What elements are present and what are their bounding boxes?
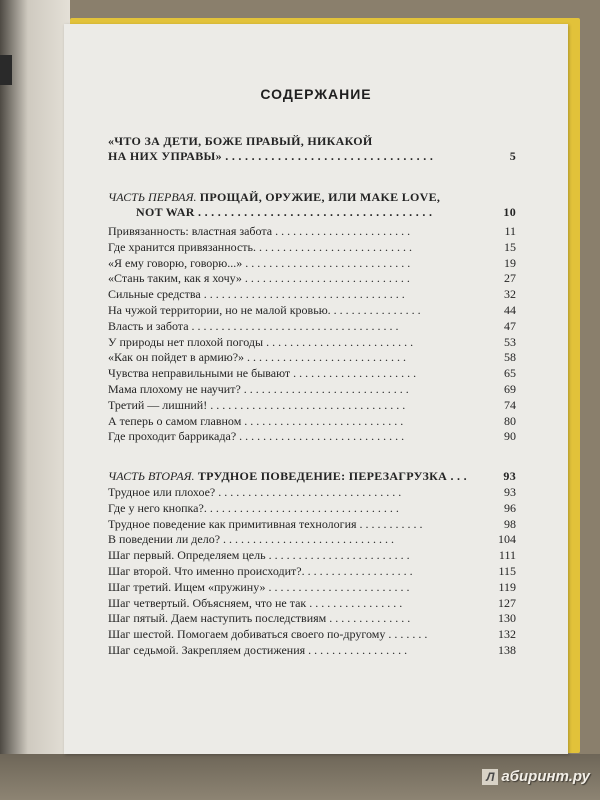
- toc-entry: [108, 627, 516, 642]
- toc-entry-title: Где хранится привязанность. . . . . . . . . . . . . . . . . . . . . . . . . . .: [108, 239, 412, 254]
- toc-entry: [108, 350, 516, 365]
- toc-entry-title: Шаг третий. Ищем «пружину» . . . . . . . . . . . . . . . . . . . . . . . .: [108, 579, 410, 594]
- toc-entry-title: У природы нет плохой погоды . . . . . . . . . . . . . . . . . . . . . . . . .: [108, 334, 414, 349]
- toc-entry-title: «Как он пойдет в армию?» . . . . . . . . . . . . . . . . . . . . . . . . . . .: [108, 350, 407, 365]
- toc-entry-title: Шаг седьмой. Закрепляем достижения . . . . . . . . . . . . . . . . .: [108, 643, 408, 657]
- toc-page-number: 10: [503, 205, 516, 219]
- toc-entry-title: Привязанность: властная забота . . . . . . . . . . . . . . . . . . . . . . .: [108, 224, 411, 238]
- toc-page-number: 111: [498, 548, 516, 563]
- toc-page-number: 80: [504, 413, 516, 428]
- toc-page-number: 15: [504, 239, 516, 254]
- toc-page-number: 127: [498, 595, 516, 610]
- book-page: [64, 24, 568, 754]
- part-label: ЧАСТЬ ВТОРАЯ.: [108, 469, 195, 483]
- toc-entry: [108, 382, 516, 397]
- toc-entry: [108, 532, 516, 547]
- toc-entry-title: Шаг второй. Что именно происходит?. . . . . . . . . . . . . . . . . . .: [108, 564, 413, 578]
- toc-entry-title: Мама плохому не научит? . . . . . . . . . . . . . . . . . . . . . . . . . . . .: [108, 382, 409, 396]
- toc-page-number: 27: [504, 271, 516, 286]
- toc-entry-title: «Стань таким, как я хочу» . . . . . . . . . . . . . . . . . . . . . . . . . . . .: [108, 271, 410, 286]
- toc-page-number: 132: [498, 627, 516, 642]
- toc-entry-title: Где у него кнопка?. . . . . . . . . . . . . . . . . . . . . . . . . . . . . . . . .: [108, 500, 399, 515]
- part-label: ЧАСТЬ ПЕРВАЯ.: [108, 190, 197, 204]
- toc-entry-title: Власть и забота . . . . . . . . . . . . . . . . . . . . . . . . . . . . . . . . . . .: [108, 318, 399, 333]
- toc-page-number: 47: [504, 318, 516, 333]
- toc-part1-heading: ЧАСТЬ ПЕРВАЯ. ПРОЩАЙ, ОРУЖИЕ, ИЛИ MAKE LOVE,: [108, 190, 441, 204]
- toc-entry: [108, 564, 516, 579]
- toc-entry-title: Сильные средства . . . . . . . . . . . . . . . . . . . . . . . . . . . . . . . . . .: [108, 287, 405, 302]
- toc-entry: [108, 580, 516, 595]
- toc-page-number: 130: [498, 611, 516, 626]
- toc-page-number: 11: [504, 224, 516, 238]
- toc-entry: [108, 485, 516, 500]
- toc-page-number: 96: [504, 500, 516, 515]
- toc-entry: [108, 596, 516, 611]
- toc-page-number: 98: [504, 516, 516, 531]
- toc-page-number: 138: [498, 643, 516, 657]
- toc-page-number: 104: [498, 532, 516, 547]
- toc-entry: [108, 271, 516, 286]
- toc-entry: [108, 287, 516, 302]
- toc-title: СОДЕРЖАНИЕ: [260, 86, 372, 102]
- toc-page-number: 93: [504, 485, 516, 499]
- toc-entry: [108, 414, 516, 429]
- toc-entry-title: Шаг шестой. Помогаем добиваться своего по-другому . . . . . . .: [108, 627, 428, 642]
- toc-page-number: 69: [504, 382, 516, 396]
- toc-entry: [108, 224, 516, 239]
- toc-entry: [108, 366, 516, 381]
- toc-entry-title: Трудное или плохое? . . . . . . . . . . . . . . . . . . . . . . . . . . . . . . .: [108, 485, 402, 499]
- toc-page-number: 58: [504, 350, 516, 365]
- toc-entry: [108, 643, 516, 658]
- background-left: [0, 0, 70, 800]
- background-dark-corner: [0, 55, 12, 85]
- toc-entry-title: Третий — лишний! . . . . . . . . . . . . . . . . . . . . . . . . . . . . . . . . .: [108, 397, 406, 412]
- toc-intro-line1: «ЧТО ЗА ДЕТИ, БОЖЕ ПРАВЫЙ, НИКАКОЙ: [108, 134, 373, 148]
- toc-entry: [108, 611, 516, 626]
- toc-entry-title: На чужой территории, но не малой кровью. . . . . . . . . . . . . . . .: [108, 303, 421, 317]
- toc-entry: [108, 517, 516, 532]
- toc-entry-title: Шаг пятый. Даем наступить последствиям . . . . . . . . . . . . . .: [108, 611, 411, 626]
- watermark-logo-icon: Л: [482, 769, 498, 785]
- toc-entry-title: Шаг четвертый. Объясняем, что не так . . . . . . . . . . . . . . . .: [108, 595, 403, 610]
- toc-entry: [108, 548, 516, 563]
- toc-part1-heading-line2: NOT WAR . . . . . . . . . . . . . . . . . . . . . . . . . . . . . . . . . . . . 10: [136, 205, 516, 219]
- toc-page-number: 32: [504, 287, 516, 302]
- toc-entry-title: А теперь о самом главном . . . . . . . . . . . . . . . . . . . . . . . . . . .: [108, 413, 404, 428]
- toc-intro-line2: НА НИХ УПРАВЫ» . . . . . . . . . . . . . . . . . . . . . . . . . . . . . . . . 5: [108, 149, 516, 163]
- toc-page-number: 93: [503, 469, 516, 483]
- toc-entry: [108, 335, 516, 350]
- toc-entry: [108, 319, 516, 334]
- toc-entry-title: «Я ему говорю, говорю...» . . . . . . . . . . . . . . . . . . . . . . . . . . . .: [108, 255, 411, 270]
- site-watermark: Л абиринт.ру: [482, 768, 590, 785]
- toc-entry: [108, 398, 516, 413]
- toc-entry: [108, 501, 516, 516]
- toc-page-number: 74: [504, 397, 516, 412]
- toc-entry: [108, 256, 516, 271]
- toc-entry: [108, 303, 516, 318]
- toc-entry-title: Трудное поведение как примитивная технология . . . . . . . . . . .: [108, 516, 423, 531]
- toc-page-number: 119: [498, 579, 516, 594]
- toc-entry-title: Шаг первый. Определяем цель . . . . . . . . . . . . . . . . . . . . . . . .: [108, 548, 410, 563]
- toc-entry: [108, 240, 516, 255]
- toc-entry: [108, 429, 516, 444]
- toc-page-number: 65: [504, 366, 516, 381]
- toc-page-number: 90: [504, 429, 516, 444]
- toc-page-number: 115: [498, 564, 516, 578]
- toc-entry-title: Чувства неправильными не бывают . . . . . . . . . . . . . . . . . . . . .: [108, 366, 417, 381]
- toc-part2-heading: ЧАСТЬ ВТОРАЯ. ТРУДНОЕ ПОВЕДЕНИЕ: ПЕРЕЗАГРУЗКА . . . 93: [108, 469, 516, 483]
- toc-entry-title: В поведении ли дело? . . . . . . . . . . . . . . . . . . . . . . . . . . . . .: [108, 532, 395, 547]
- toc-page-number: 5: [509, 149, 516, 163]
- toc-page-number: 53: [504, 334, 516, 349]
- toc-entry-title: Где проходит баррикада? . . . . . . . . . . . . . . . . . . . . . . . . . . . .: [108, 429, 405, 444]
- toc-page-number: 19: [504, 255, 516, 270]
- toc-page-number: 44: [504, 303, 516, 317]
